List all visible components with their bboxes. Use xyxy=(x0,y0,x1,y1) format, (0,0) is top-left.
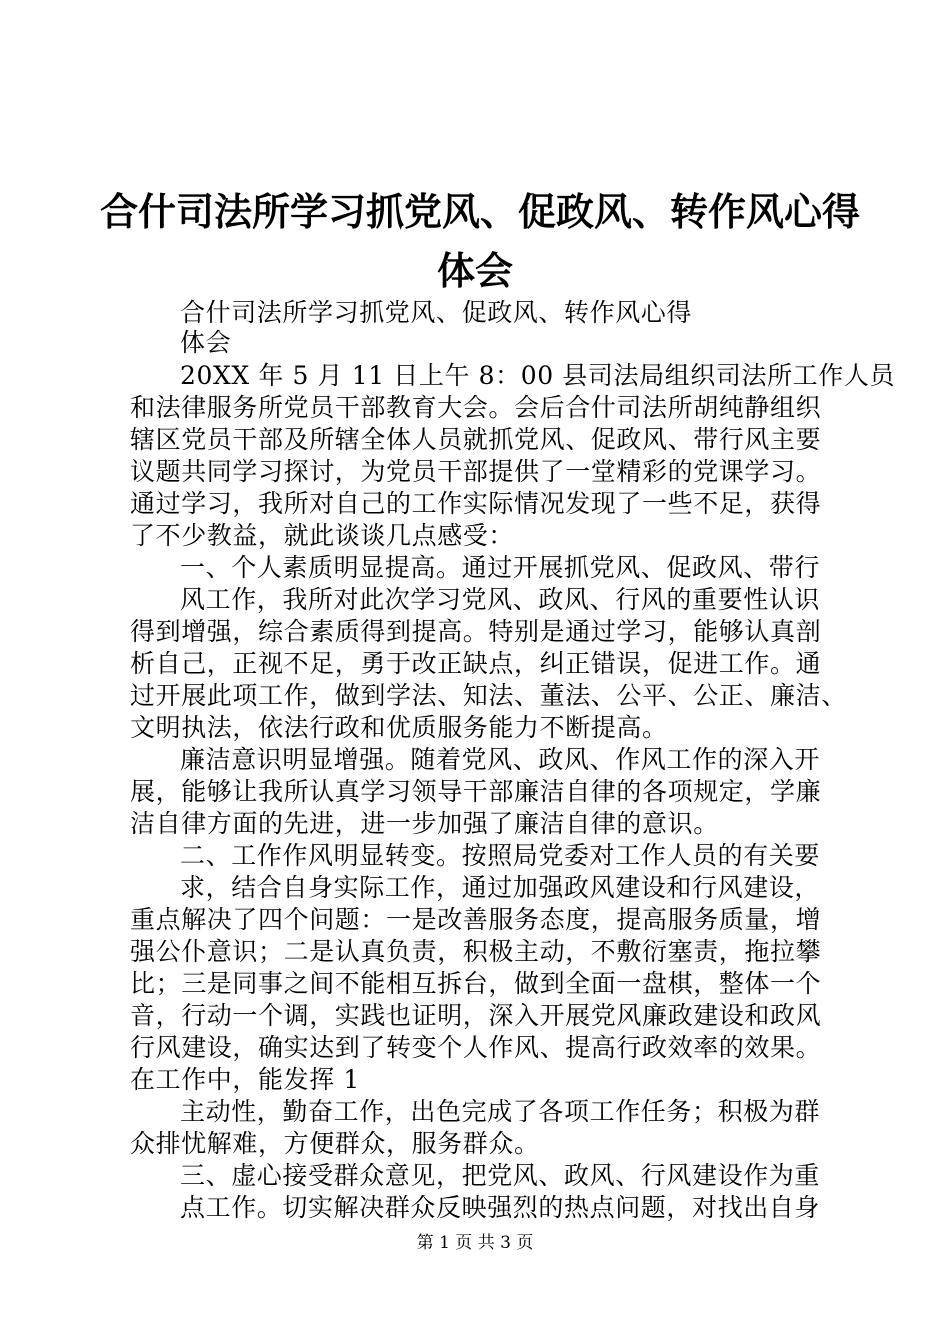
body-line: 二、工作作风明显转变。按照局党委对工作人员的有关要 xyxy=(180,841,821,870)
body-line: 点工作。切实解决群众反映强烈的热点问题，对找出自身 xyxy=(180,1193,821,1222)
body-line: 三、虚心接受群众意见，把党风、政风、行风建设作为重 xyxy=(180,1161,821,1190)
body-line: 在工作中，能发挥 1 xyxy=(130,1065,360,1094)
body-line: 音，行动一个调，实践也证明，深入开展党风廉政建设和政风 xyxy=(130,1001,822,1030)
body-line: 洁自律方面的先进，进一步加强了廉洁自律的意识。 xyxy=(130,809,719,838)
body-line: 和法律服务所党员干部教育大会。会后合什司法所胡纯静组织 xyxy=(130,393,822,422)
document-title-line-2: 体会 xyxy=(436,249,513,293)
body-line: 比；三是同事之间不能相互拆台，做到全面一盘棋，整体一个 xyxy=(130,969,822,998)
body-line: 体会 xyxy=(180,328,232,357)
page-footer: 第 1 页 共 3 页 xyxy=(416,1233,534,1253)
body-line: 20XX 年 5 月 11 日上午 8：00 县司法局组织司法所工作人员 xyxy=(180,361,896,390)
document-title-line-1: 合什司法所学习抓党风、促政风、转作风心得 xyxy=(100,190,861,234)
body-line: 过开展此项工作，做到学法、知法、董法、公平、公正、廉洁、 xyxy=(130,681,847,710)
body-line: 一、个人素质明显提高。通过开展抓党风、促政风、带行 xyxy=(180,553,821,582)
body-line: 主动性，勤奋工作，出色完成了各项工作任务；积极为群 xyxy=(180,1097,821,1126)
body-line: 析自己，正视不足，勇于改正缺点，纠正错误，促进工作。通 xyxy=(130,649,822,678)
body-line: 求，结合自身实际工作，通过加强政风建设和行风建设， xyxy=(180,873,821,902)
body-line: 行风建设，确实达到了转变个人作风、提高行政效率的效果。 xyxy=(130,1033,822,1062)
body-line: 辖区党员干部及所辖全体人员就抓党风、促政风、带行风主要 xyxy=(130,425,822,454)
body-line: 强公仆意识；二是认真负责，积极主动，不敷衍塞责，拖拉攀 xyxy=(130,937,822,966)
body-line: 众排忧解难，方便群众，服务群众。 xyxy=(130,1129,540,1158)
body-line: 合什司法所学习抓党风、促政风、转作风心得 xyxy=(180,298,693,327)
body-line: 文明执法，依法行政和优质服务能力不断提高。 xyxy=(130,713,668,742)
body-line: 议题共同学习探讨，为党员干部提供了一堂精彩的党课学习。 xyxy=(130,457,822,486)
body-line: 风工作，我所对此次学习党风、政风、行风的重要性认识 xyxy=(180,585,821,614)
body-line: 通过学习，我所对自己的工作实际情况发现了一些不足，获得 xyxy=(130,489,822,518)
body-line: 了不少教益，就此谈谈几点感受： xyxy=(130,521,515,550)
body-line: 得到增强，综合素质得到提高。特别是通过学习，能够认真剖 xyxy=(130,617,822,646)
body-line: 重点解决了四个问题：一是改善服务态度，提高服务质量，增 xyxy=(130,905,822,934)
body-line: 展，能够让我所认真学习领导干部廉洁自律的各项规定，学廉 xyxy=(130,777,822,806)
body-line: 廉洁意识明显增强。随着党风、政风、作风工作的深入开 xyxy=(180,745,821,774)
